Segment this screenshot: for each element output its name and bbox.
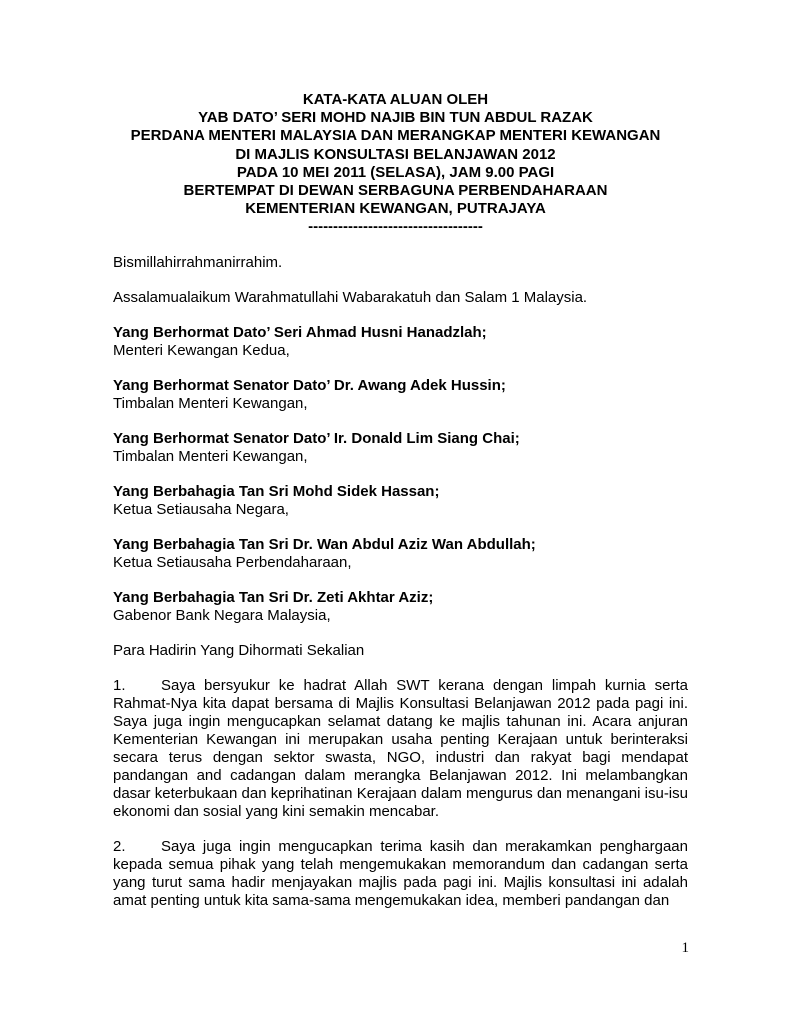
- header-line: KATA-KATA ALUAN OLEH: [302, 91, 489, 108]
- paragraph-text: Saya juga ingin mengucapkan terima kasih dan merakamkan penghargaan kepada semua pihak yang telah mengemukakan memorandum dan cadangan serta yang turut sama hadir menjayakan majlis pada pagi ini. Majlis konsultasi ini adalah amat penting untuk kita sama-sama mengemukakan idea, memberi pandangan dan: [113, 838, 688, 909]
- addressee: [113, 536, 688, 572]
- addressee-name: Yang Berbahagia Tan Sri Dr. Zeti Akhtar Aziz;: [113, 589, 434, 606]
- addressee: [113, 430, 688, 466]
- paragraph-text: Saya bersyukur ke hadrat Allah SWT kerana dengan limpah kurnia serta Rahmat-Nya kita dapat bersama di Majlis Konsultasi Belanjawan 2012 pada pagi ini. Saya juga ingin mengucapkan selamat datang ke majlis tahunan ini. Acara anjuran Kementerian Kewangan ini merupakan usaha penting Kerajaan untuk berinteraksi secara terus dengan sektor swasta, NGO, industri dan rakyat bagi mendapat pandangan and cadangan dalam merangka Belanjawan 2012. Ini melambangkan dasar keterbukaan dan keprihatinan Kerajaan dalam mengurus dan menangani isu-isu ekonomi dan sosial yang kini semakin mencabar.: [113, 677, 688, 820]
- speech-body: [113, 254, 688, 927]
- addressee-title: Menteri Kewangan Kedua,: [113, 342, 290, 359]
- addressee: [113, 377, 688, 413]
- addressee-title: Ketua Setiausaha Negara,: [113, 501, 289, 518]
- addressee-name: Yang Berbahagia Tan Sri Mohd Sidek Hassan;: [113, 483, 440, 500]
- header-line: PADA 10 MEI 2011 (SELASA), JAM 9.00 PAGI: [236, 163, 555, 181]
- speech-header: [80, 91, 711, 237]
- header-line: YAB DATO’ SERI MOHD NAJIB BIN TUN ABDUL RAZAK: [198, 109, 593, 127]
- numbered-paragraph: [113, 838, 688, 910]
- addressee-name: Yang Berbahagia Tan Sri Dr. Wan Abdul Aziz Wan Abdullah;: [113, 536, 536, 553]
- addressee-title: Timbalan Menteri Kewangan,: [113, 395, 308, 412]
- page-number: 1: [681, 940, 689, 956]
- addressee-name: Yang Berhormat Senator Dato’ Dr. Awang Adek Hussin;: [113, 377, 506, 394]
- header-line: DI MAJLIS KONSULTASI BELANJAWAN 2012: [235, 145, 556, 163]
- addressee-title: Ketua Setiausaha Perbendaharaan,: [113, 554, 352, 571]
- addressee: [113, 324, 688, 360]
- header-line: KEMENTERIAN KEWANGAN, PUTRAJAYA: [245, 200, 546, 218]
- header-line: PERDANA MENTERI MALAYSIA DAN MERANGKAP MENTERI KEWANGAN: [130, 127, 661, 145]
- addressee-title: Gabenor Bank Negara Malaysia,: [113, 607, 331, 624]
- paragraph-number: 1.: [113, 677, 126, 694]
- addressee: [113, 589, 688, 625]
- addressee-title: Timbalan Menteri Kewangan,: [113, 448, 308, 465]
- salutation: Assalamualaikum Warahmatullahi Wabarakatuh dan Salam 1 Malaysia.: [113, 289, 588, 306]
- numbered-paragraph: [113, 677, 688, 821]
- addressee-name: Yang Berhormat Senator Dato’ Ir. Donald Lim Siang Chai;: [113, 430, 520, 447]
- addressee: [113, 483, 688, 519]
- greeting: Para Hadirin Yang Dihormati Sekalian: [113, 642, 365, 659]
- paragraph-number: 2.: [113, 838, 126, 855]
- header-divider: -----------------------------------: [308, 218, 483, 236]
- opening-line: Bismillahirrahmanirrahim.: [113, 254, 283, 271]
- header-line: BERTEMPAT DI DEWAN SERBAGUNA PERBENDAHARAAN: [183, 182, 608, 200]
- addressee-name: Yang Berhormat Dato’ Seri Ahmad Husni Hanadzlah;: [113, 324, 487, 341]
